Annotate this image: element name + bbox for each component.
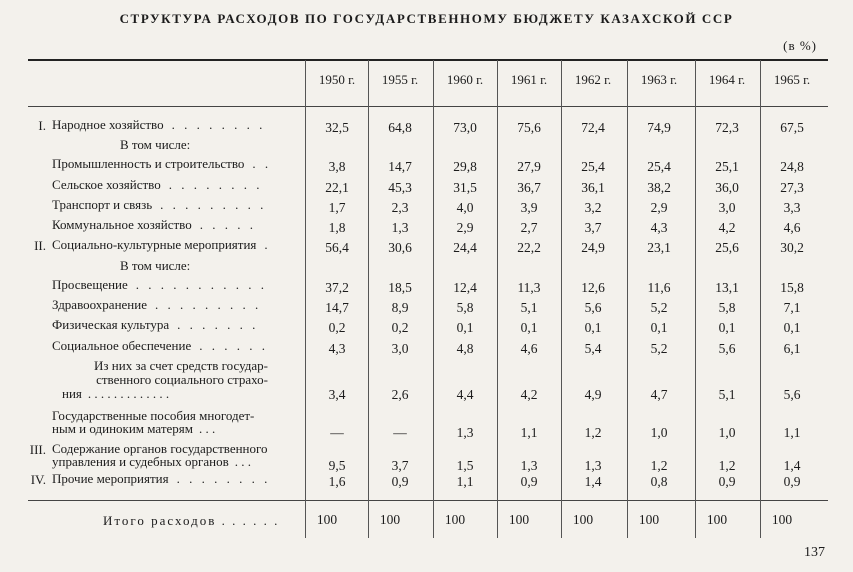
total-value-cell: 100 xyxy=(771,512,793,527)
total-value-cell: 100 xyxy=(379,512,401,527)
row-label xyxy=(52,318,300,331)
row-label xyxy=(120,259,300,272)
value-cell: 1,0 xyxy=(718,425,736,440)
row-label-dots: . . . . . . . . xyxy=(176,471,271,486)
value-cell: 8,9 xyxy=(391,300,409,315)
row-label-dots: . . . . . . xyxy=(199,338,268,353)
value-cell: 27,3 xyxy=(780,180,804,195)
value-cell: 1,2 xyxy=(584,425,602,440)
row-label xyxy=(52,472,300,485)
value-cell: 4,7 xyxy=(650,387,668,402)
row-label xyxy=(52,238,300,251)
value-cell: 3,0 xyxy=(391,341,409,356)
table-header-rule xyxy=(28,106,828,107)
row-roman-numeral: I. xyxy=(38,118,46,133)
value-cell: 30,2 xyxy=(780,240,804,255)
row-label-text: ным и одиноким матерям xyxy=(52,421,194,436)
row-label-line xyxy=(52,422,300,435)
value-cell: 5,1 xyxy=(718,387,736,402)
total-value-cell: 100 xyxy=(508,512,530,527)
value-cell: 5,6 xyxy=(584,300,602,315)
value-cell: 45,3 xyxy=(388,180,412,195)
row-label-text: Из них за счет средств государ- xyxy=(94,358,268,373)
column-header-year: 1963 г. xyxy=(640,72,678,87)
row-label-dots: . . . xyxy=(234,454,251,469)
value-cell: 5,2 xyxy=(650,341,668,356)
value-cell: 4,2 xyxy=(520,387,538,402)
value-cell: 1,1 xyxy=(520,425,538,440)
table-total-rule xyxy=(28,500,828,501)
row-label xyxy=(52,409,300,435)
value-cell: 11,3 xyxy=(517,280,541,295)
total-value-cell: 100 xyxy=(572,512,594,527)
value-cell: 11,6 xyxy=(647,280,671,295)
value-cell: 14,7 xyxy=(388,159,412,174)
row-label-dots: . . . . . . . . . . . . . xyxy=(87,386,170,401)
row-label-text: Социальное обеспечение xyxy=(52,338,192,353)
row-label-text: В том числе: xyxy=(120,258,191,273)
row-label-dots: . . . xyxy=(199,421,216,436)
value-cell: 4,3 xyxy=(328,341,346,356)
value-cell: 32,5 xyxy=(325,120,349,135)
value-cell: 9,5 xyxy=(328,458,346,473)
value-cell: 0,9 xyxy=(718,474,736,489)
row-label xyxy=(52,298,300,311)
value-cell: 24,8 xyxy=(780,159,804,174)
value-cell: 38,2 xyxy=(647,180,671,195)
value-cell: 1,3 xyxy=(391,220,409,235)
value-cell: 1,2 xyxy=(650,458,668,473)
value-cell: 24,4 xyxy=(453,240,477,255)
row-label-text: Сельское хозяйство xyxy=(52,177,161,192)
row-label-text: Социально-культурные мероприятия xyxy=(52,237,257,252)
value-cell: 2,9 xyxy=(456,220,474,235)
value-cell: 5,8 xyxy=(456,300,474,315)
total-value-cell: 100 xyxy=(444,512,466,527)
value-cell: 74,9 xyxy=(647,120,671,135)
value-cell: 15,8 xyxy=(780,280,804,295)
value-cell: 64,8 xyxy=(388,120,412,135)
row-label xyxy=(52,198,300,211)
value-cell: 3,0 xyxy=(718,200,736,215)
unit-label: (в %) xyxy=(783,38,817,53)
total-value-cell: 100 xyxy=(316,512,338,527)
row-label-dots: . . . . . . . . xyxy=(171,117,266,132)
value-cell: 3,4 xyxy=(328,387,346,402)
value-cell: 36,1 xyxy=(581,180,605,195)
row-label-text: Государственные пособия многодет- xyxy=(52,408,255,423)
value-cell: 5,4 xyxy=(584,341,602,356)
total-label xyxy=(103,513,279,529)
value-cell: 1,8 xyxy=(328,220,346,235)
value-cell: 4,2 xyxy=(718,220,736,235)
row-label-text: Содержание органов государственного xyxy=(52,441,268,456)
value-cell: 23,1 xyxy=(647,240,671,255)
value-cell: 3,7 xyxy=(584,220,602,235)
value-cell: 4,6 xyxy=(783,220,801,235)
value-cell: 1,0 xyxy=(650,425,668,440)
page-number: 137 xyxy=(804,545,825,560)
value-cell: 2,9 xyxy=(650,200,668,215)
row-label-line xyxy=(64,373,300,387)
column-header-year: 1961 г. xyxy=(510,72,548,87)
value-cell: 3,9 xyxy=(520,200,538,215)
row-label-dots: . . . . . xyxy=(199,217,256,232)
value-cell: 4,8 xyxy=(456,341,474,356)
value-cell: 13,1 xyxy=(715,280,739,295)
value-cell: 25,4 xyxy=(647,159,671,174)
row-label-dots: . . . . . . . . . . . xyxy=(135,277,268,292)
value-cell: 1,4 xyxy=(783,458,801,473)
value-cell: 0,9 xyxy=(391,474,409,489)
value-cell: 5,6 xyxy=(718,341,736,356)
value-cell: 36,0 xyxy=(715,180,739,195)
value-cell: 5,2 xyxy=(650,300,668,315)
value-cell: 0,1 xyxy=(520,320,538,335)
total-value-cell: 100 xyxy=(706,512,728,527)
value-cell: 25,6 xyxy=(715,240,739,255)
value-cell: 56,4 xyxy=(325,240,349,255)
row-label-text: Народное хозяйство xyxy=(52,117,164,132)
row-label-text: В том числе: xyxy=(120,137,191,152)
row-label-dots: . xyxy=(264,237,271,252)
row-label-text: ния xyxy=(62,386,82,401)
total-value-cell: 100 xyxy=(638,512,660,527)
value-cell: 67,5 xyxy=(780,120,804,135)
value-cell: 25,1 xyxy=(715,159,739,174)
value-cell: 12,4 xyxy=(453,280,477,295)
row-label-text: Транспорт и связь xyxy=(52,197,153,212)
value-cell: 72,3 xyxy=(715,120,739,135)
value-cell: 29,8 xyxy=(453,159,477,174)
value-cell: 0,2 xyxy=(391,320,409,335)
row-label-text: Промышленность и строительство xyxy=(52,156,245,171)
column-header-year: 1950 г. xyxy=(318,72,356,87)
value-cell: 3,7 xyxy=(391,458,409,473)
value-cell: 3,8 xyxy=(328,159,346,174)
value-cell: 1,1 xyxy=(456,474,474,489)
row-roman-numeral: III. xyxy=(29,442,46,457)
row-label-dots: . . . . . . . xyxy=(177,317,259,332)
value-cell: 18,5 xyxy=(388,280,412,295)
row-label xyxy=(52,339,300,352)
value-cell: 22,2 xyxy=(517,240,541,255)
value-cell: 4,3 xyxy=(650,220,668,235)
row-label-dots: . . . . . . . . . xyxy=(160,197,267,212)
column-header-year: 1955 г. xyxy=(381,72,419,87)
column-header-year: 1960 г. xyxy=(446,72,484,87)
row-label-line xyxy=(62,387,300,401)
row-label-text: Физическая культура xyxy=(52,317,170,332)
value-cell: 2,6 xyxy=(391,387,409,402)
value-cell: 6,1 xyxy=(783,341,801,356)
value-cell: 37,2 xyxy=(325,280,349,295)
value-cell: 1,1 xyxy=(783,425,801,440)
value-cell: 30,6 xyxy=(388,240,412,255)
value-cell: 31,5 xyxy=(453,180,477,195)
table-top-rule xyxy=(28,59,828,61)
value-cell: 4,0 xyxy=(456,200,474,215)
value-cell: 7,1 xyxy=(783,300,801,315)
value-cell: 73,0 xyxy=(453,120,477,135)
value-cell: 36,7 xyxy=(517,180,541,195)
row-label-text: управления и судебных органов xyxy=(52,454,229,469)
column-header-year: 1965 г. xyxy=(773,72,811,87)
value-cell: 0,1 xyxy=(783,320,801,335)
row-label-line xyxy=(52,455,300,468)
row-label xyxy=(52,178,300,191)
value-cell: 3,2 xyxy=(584,200,602,215)
value-cell: 5,6 xyxy=(783,387,801,402)
value-cell: 22,1 xyxy=(325,180,349,195)
value-cell: — xyxy=(330,425,344,440)
row-label-dots: . . . . . . . . xyxy=(168,177,263,192)
value-cell: 1,2 xyxy=(718,458,736,473)
row-label-text: Коммунальное хозяйство xyxy=(52,217,192,232)
row-roman-numeral: II. xyxy=(34,238,46,253)
value-cell: 0,2 xyxy=(328,320,346,335)
row-label xyxy=(52,218,300,231)
row-roman-numeral: IV. xyxy=(30,472,46,487)
value-cell: 1,4 xyxy=(584,474,602,489)
value-cell: 5,8 xyxy=(718,300,736,315)
row-label-text: Здравоохранение xyxy=(52,297,147,312)
value-cell: 4,9 xyxy=(584,387,602,402)
total-label-text: Итого расходов xyxy=(103,513,217,528)
page-title: СТРУКТУРА РАСХОДОВ ПО ГОСУДАРСТВЕННОМУ БЮДЖЕТУ КАЗАХСКОЙ ССР xyxy=(119,11,734,26)
value-cell: 72,4 xyxy=(581,120,605,135)
value-cell: 2,3 xyxy=(391,200,409,215)
value-cell: 4,4 xyxy=(456,387,474,402)
row-label-dots: . . . . . . . . . xyxy=(154,297,262,312)
value-cell: 14,7 xyxy=(325,300,349,315)
value-cell: 25,4 xyxy=(581,159,605,174)
value-cell: 0,1 xyxy=(650,320,668,335)
value-cell: 1,7 xyxy=(328,200,346,215)
value-cell: 1,3 xyxy=(584,458,602,473)
value-cell: 0,9 xyxy=(783,474,801,489)
column-header-year: 1964 г. xyxy=(708,72,746,87)
value-cell: 1,3 xyxy=(456,425,474,440)
value-cell: 4,6 xyxy=(520,341,538,356)
row-label xyxy=(52,278,300,291)
value-cell: 12,6 xyxy=(581,280,605,295)
value-cell: 0,1 xyxy=(456,320,474,335)
total-label-dots: . . . . . . xyxy=(221,513,280,528)
value-cell: 1,6 xyxy=(328,474,346,489)
value-cell: 5,1 xyxy=(520,300,538,315)
value-cell: 0,8 xyxy=(650,474,668,489)
value-cell: 1,3 xyxy=(520,458,538,473)
value-cell: 3,3 xyxy=(783,200,801,215)
value-cell: 0,1 xyxy=(584,320,602,335)
value-cell: 24,9 xyxy=(581,240,605,255)
value-cell: 75,6 xyxy=(517,120,541,135)
row-label xyxy=(52,442,300,468)
row-label xyxy=(62,359,300,401)
value-cell: 2,7 xyxy=(520,220,538,235)
row-label xyxy=(120,138,300,151)
value-cell: — xyxy=(393,425,407,440)
row-label-text: Просвещение xyxy=(52,277,128,292)
row-label-text: ственного социального страхо- xyxy=(96,372,268,387)
value-cell: 0,1 xyxy=(718,320,736,335)
row-label-text: Прочие мероприятия xyxy=(52,471,169,486)
row-label xyxy=(52,118,300,131)
row-label-line xyxy=(62,359,300,373)
row-label xyxy=(52,157,300,170)
row-label-dots: . . xyxy=(252,156,272,171)
value-cell: 1,5 xyxy=(456,458,474,473)
column-header-year: 1962 г. xyxy=(574,72,612,87)
value-cell: 27,9 xyxy=(517,159,541,174)
value-cell: 0,9 xyxy=(520,474,538,489)
